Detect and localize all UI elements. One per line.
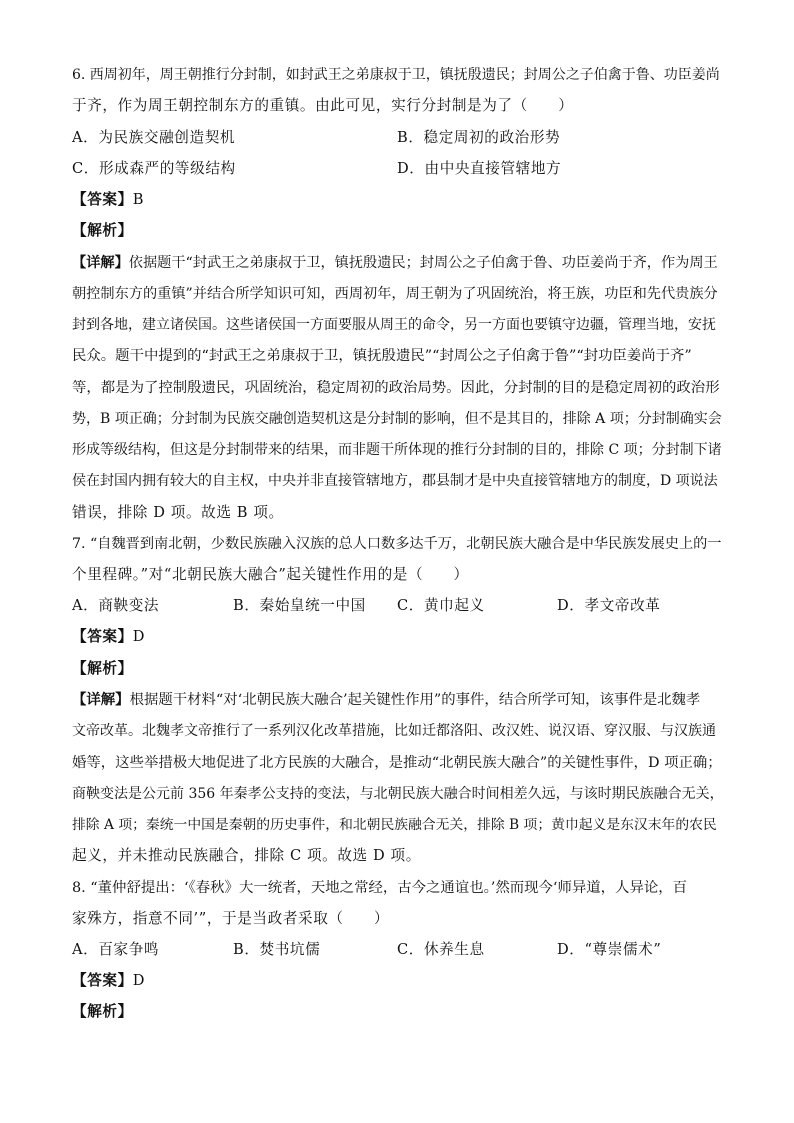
q8-answer-line xyxy=(72,971,145,991)
q6-detail-line-1 xyxy=(72,253,724,273)
q6-answer-line xyxy=(72,190,144,210)
q7-detail-line-1 xyxy=(72,690,724,710)
q6-stem-line-1: 6. 西周初年，周王朝推行分封制，如封武王之弟康叔于卫，镇抚殷遗民；封周公之子伯禽于鲁、功臣姜尚 xyxy=(72,67,720,83)
q7-detail-line-4: 商鞅变法是公元前 356 年秦孝公支持的变法，与北朝民族大融合时间相差久远，与该时期民族融合无关， xyxy=(72,786,724,802)
q7-stem-line-2: 个里程碑。”对“北朝民族大融合”起关键性作用的是（ ） xyxy=(72,566,469,583)
q8-stem-line-2: 家殊方，指意不同’”，于是当政者采取（ ） xyxy=(72,910,390,927)
q8-option-c: C．休养生息 xyxy=(397,941,485,958)
q6-option-c: C．形成森严的等级结构 xyxy=(72,160,236,177)
q6-option-d: D．由中央直接管辖地方 xyxy=(397,160,562,177)
q6-answer-label: 【答案】 xyxy=(72,191,133,208)
q6-option-b: B．稳定周初的政治形势 xyxy=(397,129,561,146)
q6-detail-line-9: 错误，排除 D 项。故选 B 项。 xyxy=(72,504,284,521)
q6-detail-line-8: 侯在封国内拥有较大的自主权，中央并非直接管辖地方，郡县制才是中央直接管辖地方的制度，D 项说法 xyxy=(72,473,718,489)
q7-answer-line xyxy=(72,627,145,647)
q6-answer-value: B xyxy=(132,191,145,208)
q6-detail-label: 【详解】 xyxy=(72,255,129,271)
q7-option-d: D．孝文帝改革 xyxy=(557,597,661,614)
q7-detail-text-1: 根据题干材料“对‘北朝民族大融合’起关键性作用”的事件，结合所学可知，该事件是北魏孝 xyxy=(129,692,701,708)
q8-option-b: B．焚书坑儒 xyxy=(233,941,321,958)
q8-option-a: A．百家争鸣 xyxy=(72,941,160,958)
q7-detail-line-6: 起义，并未推动民族融合，排除 C 项。故选 D 项。 xyxy=(72,847,421,864)
q6-detail-line-3: 封到各地，建立诸侯国。这些诸侯国一方面要服从周王的命令，另一方面也要镇守边疆，管理当地，安抚 xyxy=(72,317,716,333)
q7-analysis-label: 【解析】 xyxy=(72,660,133,677)
q8-option-d: D．“尊崇儒术” xyxy=(557,941,662,958)
q6-analysis-label: 【解析】 xyxy=(72,222,133,239)
q6-detail-line-5: 等，都是为了控制殷遗民，巩固统治，稳定周初的政治局势。因此，分封制的目的是稳定周初的政治形 xyxy=(72,380,720,396)
q6-detail-line-4: 民众。题干中提到的“封武王之弟康叔于卫，镇抚殷遗民”“封周公之子伯禽于鲁”“封功臣姜尚于齐” xyxy=(72,348,692,364)
q7-answer-value: D xyxy=(132,628,146,645)
q8-answer-value: D xyxy=(132,972,146,989)
q6-detail-line-2: 朝控制东方的重镇”并结合所学知识可知，西周初年，周王朝为了巩固统治，将王族，功臣和先代贵族分 xyxy=(72,286,718,302)
q7-stem-line-1: 7. “自魏晋到南北朝，少数民族融入汉族的总人口数多达千万，北朝民族大融合是中华民族发展史上的一 xyxy=(72,536,722,552)
q7-detail-line-2: 文帝改革。北魏孝文帝推行了一系列汉化改革措施，比如迁都洛阳、改汉姓、说汉语、穿汉服、与汉族通 xyxy=(72,723,716,739)
q7-answer-label: 【答案】 xyxy=(72,628,133,645)
q6-option-a: A．为民族交融创造契机 xyxy=(72,129,236,146)
q8-analysis-label: 【解析】 xyxy=(72,1003,133,1020)
q8-stem-line-1: 8. “董仲舒提出：‘《春秋》大一统者，天地之常经，古今之通谊也。’然而现今‘师异道，人异论，百 xyxy=(72,880,688,896)
q7-option-a: A．商鞅变法 xyxy=(72,597,160,614)
q8-answer-label: 【答案】 xyxy=(72,972,133,989)
q6-stem-line-2: 于齐，作为周王朝控制东方的重镇。由此可见，实行分封制是为了（ ） xyxy=(72,97,574,114)
q6-detail-text-1: 依据题干“封武王之弟康叔于卫，镇抚殷遗民；封周公之子伯禽于鲁、功臣姜尚于齐，作为周王 xyxy=(128,255,718,271)
q7-option-b: B．秦始皇统一中国 xyxy=(233,597,366,614)
q7-detail-line-5: 排除 A 项；秦统一中国是秦朝的历史事件，和北朝民族融合无关，排除 B 项；黄巾起义是东汉末年的农民 xyxy=(72,817,717,833)
q7-option-c: C．黄巾起义 xyxy=(397,597,485,614)
q6-detail-line-7: 形成等级结构，但这是分封制带来的结果，而非题干所体现的推行分封制的目的，排除 C 项；分封制下诸 xyxy=(72,442,722,458)
q6-detail-line-6: 势，B 项正确；分封制为民族交融创造契机这是分封制的影响，但不是其目的，排除 A 项；分封制确实会 xyxy=(72,411,722,427)
q7-detail-label: 【详解】 xyxy=(72,691,130,708)
q7-detail-line-3: 婚等，这些举措极大地促进了北方民族的大融合，是推动“北朝民族大融合”的关键性事件，D 项正确； xyxy=(72,755,722,771)
